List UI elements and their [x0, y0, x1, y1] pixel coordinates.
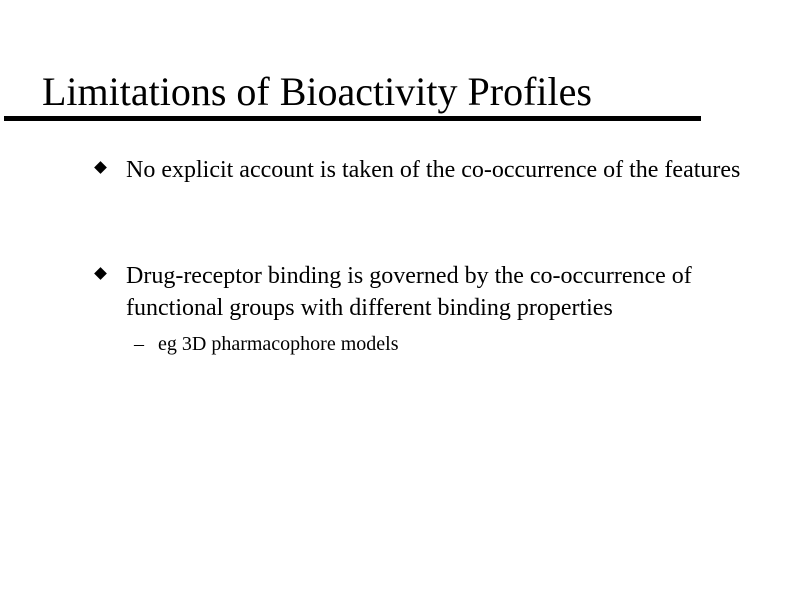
bullet-text: No explicit account is taken of the co-occurrence of the features — [126, 157, 741, 183]
sub-bullet-item — [134, 332, 758, 356]
bullet-text: Drug-receptor binding is governed by the co-occurrence of functional groups with different binding properties — [126, 263, 692, 321]
diamond-bullet-icon — [94, 267, 107, 280]
sub-bullet-text: eg 3D pharmacophore models — [158, 333, 399, 355]
slide-title: Limitations of Bioactivity Profiles — [42, 69, 592, 114]
dash-bullet: – — [134, 333, 144, 355]
diamond-bullet-icon — [94, 161, 107, 174]
